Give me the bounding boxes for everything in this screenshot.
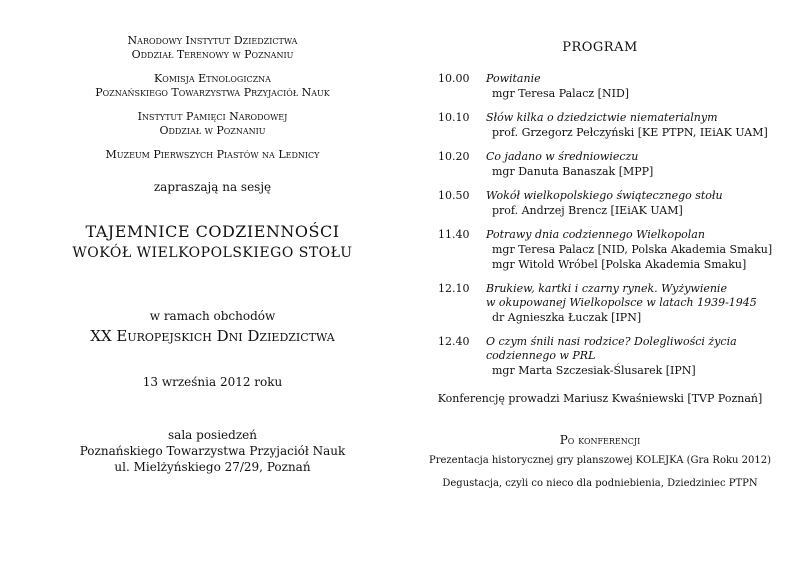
after-conference-game: Prezentacja historycznej gry planszowej KOLEJKA (Gra Roku 2012) [428, 455, 772, 466]
program-topic: Potrawy dnia codziennego Wielkopolan [486, 228, 705, 241]
organizer-ipn [30, 110, 395, 138]
program-time: 10.50 [438, 189, 470, 202]
program-topic: Brukiew, kartki i czarny rynek. Wyżywienie [486, 282, 727, 295]
program-topic: w okupowanej Wielkopolsce w latach 1939-1945 [486, 296, 757, 309]
organizer-ptpn [30, 72, 395, 100]
program-item [420, 282, 780, 325]
program-time: 10.10 [438, 111, 470, 124]
venue-address: ul. Mielżyńskiego 27/29, Poznań [114, 460, 311, 474]
organizer-branch: Poznańskiego Towarzystwa Przyjaciół Nauk [95, 86, 330, 99]
program-item [420, 111, 780, 140]
program-item [420, 335, 780, 378]
program-item [420, 150, 780, 179]
venue-institution: Poznańskiego Towarzystwa Przyjaciół Nauk [79, 444, 346, 458]
after-conference-title: Po konferencji [559, 433, 641, 447]
venue [30, 427, 395, 475]
organizer-name: Narodowy Instytut Dziedzictwa [127, 34, 298, 47]
program-speaker: mgr Teresa Palacz [NID, Polska Akademia Smaku] [492, 243, 773, 256]
organizer-nid [30, 34, 395, 62]
program-list [420, 72, 780, 378]
program-speaker: mgr Teresa Palacz [NID] [492, 87, 630, 100]
program-topic: codziennego w PRL [486, 349, 596, 362]
organizer-branch: Oddział Terenowy w Poznaniu [131, 48, 294, 61]
organizer-name: Instytut Pamięci Narodowej [137, 110, 288, 123]
program-topic: O czym śnili nasi rodzice? Dolegliwości życia [486, 335, 737, 348]
occasion-text: w ramach obchodów [149, 309, 276, 323]
session-title: TAJEMNICE CODZIENNOŚCI [85, 222, 340, 241]
event-name: XX Europejskich Dni Dziedzictwa [90, 327, 335, 345]
event-date: 13 września 2012 roku [142, 375, 283, 389]
organizer-branch: Oddział w Poznaniu [159, 124, 266, 137]
after-conference-tasting: Degustacja, czyli co nieco dla podniebienia, Dziedziniec PTPN [442, 478, 758, 489]
invite-text: zapraszają na sesję [153, 180, 272, 194]
program-title: PROGRAM [562, 40, 638, 55]
program-time: 10.00 [438, 72, 470, 85]
program-time: 10.20 [438, 150, 470, 163]
program-item [420, 189, 780, 218]
invitation-left-column [30, 34, 395, 475]
program-item [420, 72, 780, 101]
program-speaker: mgr Marta Szczesiak-Ślusarek [IPN] [492, 364, 696, 377]
program-speaker: mgr Danuta Banaszak [MPP] [492, 165, 654, 178]
organizer-name: Muzeum Pierwszych Piastów na Lednicy [105, 148, 320, 161]
program-topic: Wokół wielkopolskiego świątecznego stołu [486, 189, 723, 202]
program-time: 12.40 [438, 335, 470, 348]
venue-room: sala posiedzeń [168, 428, 257, 442]
moderator-note: Konferencję prowadzi Mariusz Kwaśniewski [TVP Poznań] [437, 392, 763, 405]
program-speaker: prof. Grzegorz Pełczyński [KE PTPN, IEiAK UAM] [492, 126, 768, 139]
program-time: 11.40 [438, 228, 470, 241]
organizer-name: Komisja Etnologiczna [154, 72, 271, 85]
program-topic: Co jadano w średniowieczu [486, 150, 639, 163]
program-speaker: dr Agnieszka Łuczak [IPN] [492, 311, 642, 324]
program-item [420, 228, 780, 272]
program-speaker: prof. Andrzej Brencz [IEiAK UAM] [492, 204, 683, 217]
program-speaker: mgr Witold Wróbel [Polska Akademia Smaku] [492, 258, 747, 271]
program-time: 12.10 [438, 282, 470, 295]
program-topic: Słów kilka o dziedzictwie niematerialnym [486, 111, 718, 124]
session-subtitle: WOKÓŁ WIELKOPOLSKIEGO STOŁU [72, 245, 353, 261]
program-column [420, 40, 780, 489]
organizer-museum [30, 148, 395, 162]
program-topic: Powitanie [486, 72, 541, 85]
